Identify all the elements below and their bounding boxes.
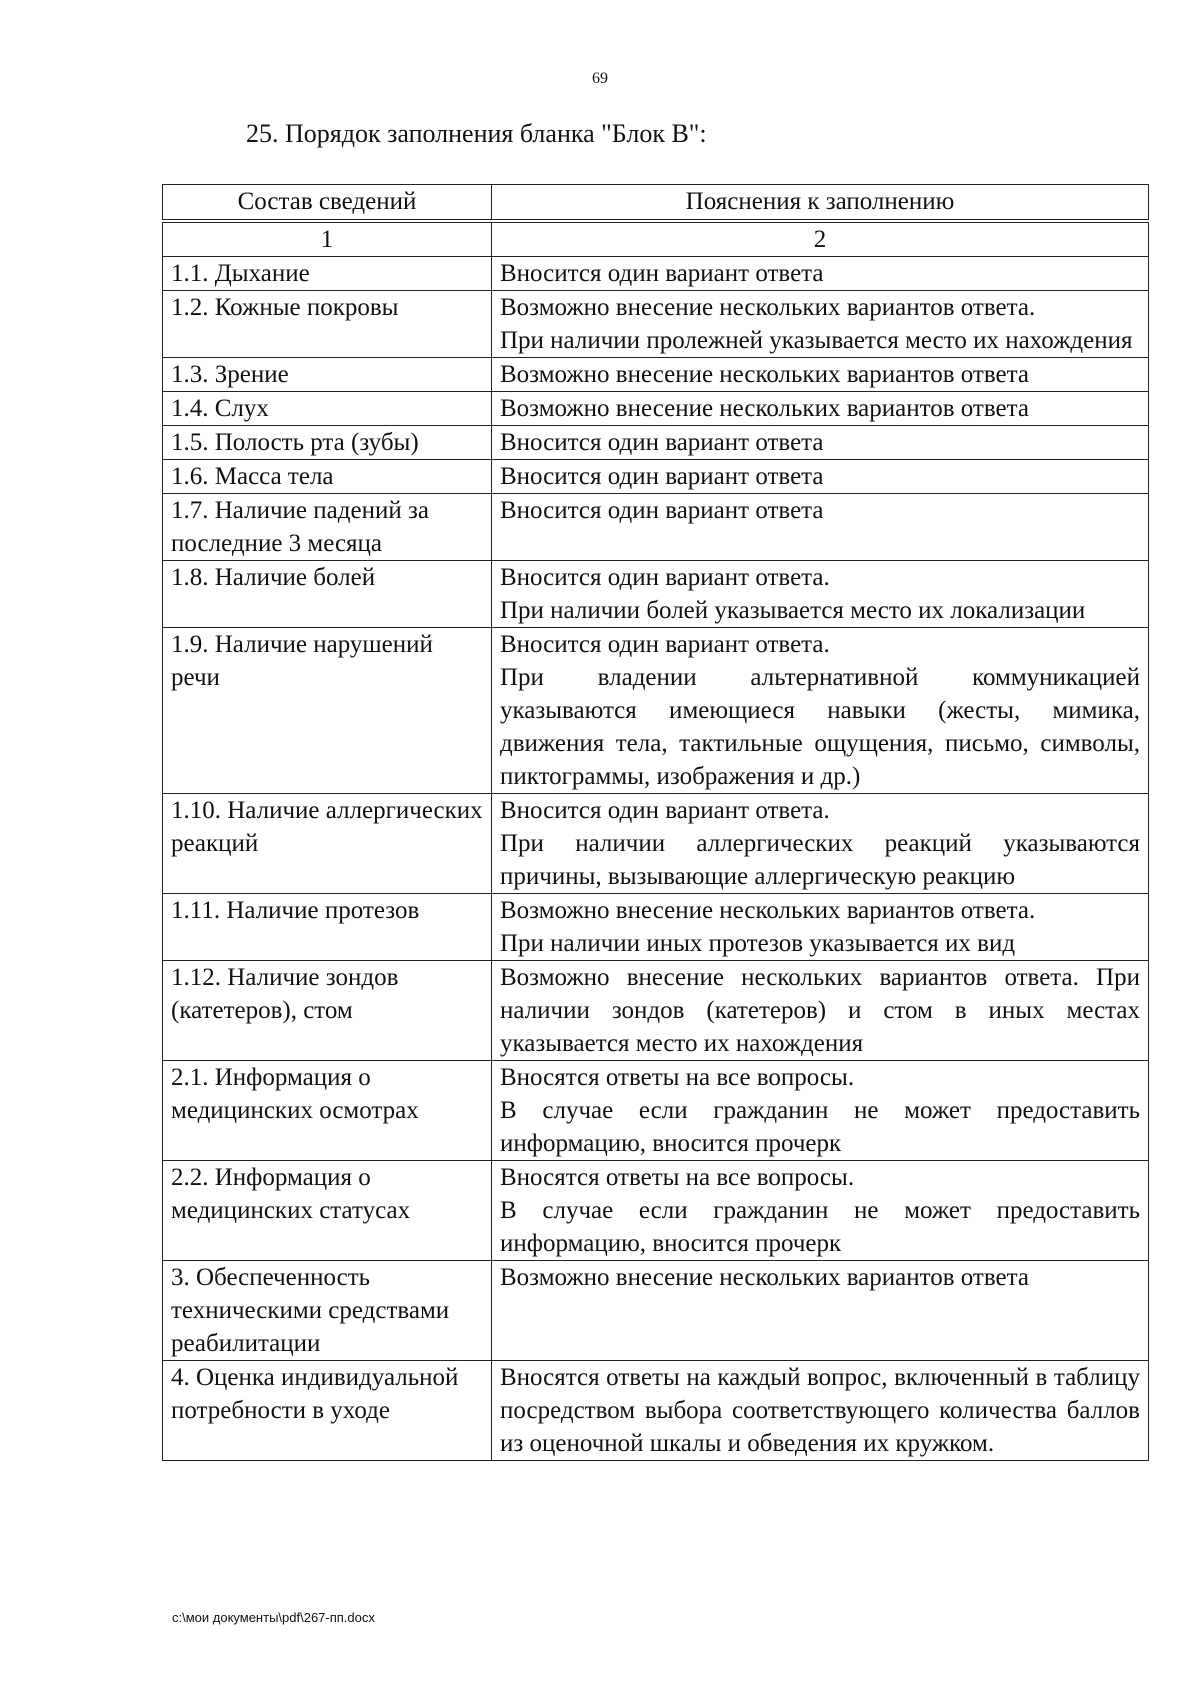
explanation-paragraph: Возможно внесение нескольких вариантов ответа.	[500, 897, 1036, 924]
file-path-footer: c:\мои документы\pdf\267-пп.docx	[172, 1610, 375, 1625]
explanation-cell	[492, 1061, 1149, 1161]
explanation-cell	[492, 1161, 1149, 1261]
column-number: 2	[492, 223, 1149, 257]
explanation-paragraph: Вносятся ответы на все вопросы.	[500, 1164, 855, 1191]
explanation-paragraph: Вносится один вариант ответа.	[500, 631, 830, 658]
explanation-paragraph: Вносится один вариант ответа	[500, 497, 824, 524]
explanation-cell	[492, 460, 1149, 494]
item-cell: 1.10. Наличие аллергических реакций	[163, 794, 492, 894]
item-cell: 1.9. Наличие нарушений речи	[163, 628, 492, 794]
explanation-paragraph: Возможно внесение нескольких вариантов ответа	[500, 1264, 1029, 1291]
explanation-cell	[492, 1361, 1149, 1461]
table-header	[162, 184, 1149, 220]
item-cell: 4. Оценка индивидуальной потребности в уходе	[163, 1361, 492, 1461]
explanation-cell	[492, 628, 1149, 794]
item-cell: 1.7. Наличие падений за последние 3 месяца	[163, 494, 492, 561]
explanation-cell	[492, 794, 1149, 894]
explanation-cell	[492, 494, 1149, 561]
item-cell: 1.2. Кожные покровы	[163, 291, 492, 358]
page-number: 69	[592, 70, 608, 87]
explanation-cell	[492, 392, 1149, 426]
explanation-paragraph: Возможно внесение нескольких вариантов ответа	[500, 395, 1029, 422]
explanation-paragraph: При владении альтернативной коммуникацией указываются имеющиеся навыки (жесты, мимика, движения тела, тактильные ощущения, письмо, символы, пиктограммы, изображения и др.)	[500, 664, 1140, 790]
item-cell: 1.11. Наличие протезов	[163, 894, 492, 961]
explanation-cell	[492, 961, 1149, 1061]
explanation-paragraph: При наличии аллергических реакций указываются причины, вызывающие аллергическую реакцию	[500, 830, 1140, 890]
item-cell: 1.1. Дыхание	[163, 257, 492, 291]
item-cell: 1.8. Наличие болей	[163, 561, 492, 628]
table-row	[163, 257, 1149, 291]
column-number: 1	[163, 223, 492, 257]
explanation-paragraph: При наличии пролежней указывается место их нахождения	[500, 327, 1133, 354]
explanation-cell	[492, 1261, 1149, 1361]
explanation-paragraph: Вносится один вариант ответа.	[500, 564, 830, 591]
explanation-paragraph: Возможно внесение нескольких вариантов ответа. При наличии зондов (катетеров) и стом в иных местах указывается место их нахождения	[500, 964, 1140, 1057]
item-cell: 1.3. Зрение	[163, 358, 492, 392]
explanation-cell	[492, 426, 1149, 460]
table-row	[163, 894, 1149, 961]
section-heading: 25. Порядок заполнения бланка "Блок В":	[246, 119, 707, 148]
item-cell: 1.5. Полость рта (зубы)	[163, 426, 492, 460]
table-row	[163, 494, 1149, 561]
explanation-paragraph: Возможно внесение нескольких вариантов ответа	[500, 361, 1029, 388]
header-composition: Состав сведений	[163, 185, 492, 220]
item-cell: 3. Обеспеченность техническими средствами реабилитации	[163, 1261, 492, 1361]
item-cell: 1.12. Наличие зондов (катетеров), стом	[163, 961, 492, 1061]
table-row	[163, 1061, 1149, 1161]
explanation-paragraph: При наличии болей указывается место их локализации	[500, 597, 1086, 624]
table-row	[163, 961, 1149, 1061]
explanation-paragraph: Вносится один вариант ответа	[500, 429, 824, 456]
explanation-cell	[492, 561, 1149, 628]
explanation-paragraph: При наличии иных протезов указывается их вид	[500, 930, 1016, 957]
explanation-cell	[492, 894, 1149, 961]
table-row	[163, 561, 1149, 628]
explanation-paragraph: Вносится один вариант ответа	[500, 463, 824, 490]
explanation-paragraph: Вносятся ответы на каждый вопрос, включенный в таблицу посредством выбора соответствующего количества баллов из оценочной шкалы и обведения их кружком.	[500, 1364, 1140, 1457]
table-row	[163, 392, 1149, 426]
explanation-paragraph: В случае если гражданин не может предоставить информацию, вносится прочерк	[500, 1197, 1140, 1257]
table-row	[163, 1161, 1149, 1261]
explanation-paragraph: Возможно внесение нескольких вариантов ответа.	[500, 294, 1036, 321]
explanation-paragraph: В случае если гражданин не может предоставить информацию, вносится прочерк	[500, 1097, 1140, 1157]
explanation-cell	[492, 291, 1149, 358]
column-number-row	[163, 223, 1149, 257]
item-cell: 2.2. Информация о медицинских статусах	[163, 1161, 492, 1261]
table-row	[163, 628, 1149, 794]
explanation-cell	[492, 257, 1149, 291]
table-row	[163, 358, 1149, 392]
explanation-paragraph: Вносится один вариант ответа.	[500, 797, 830, 824]
table-row	[163, 426, 1149, 460]
explanation-paragraph: Вносится один вариант ответа	[500, 260, 824, 287]
instructions-table	[162, 222, 1149, 1461]
table-row	[163, 291, 1149, 358]
item-cell: 1.4. Слух	[163, 392, 492, 426]
explanation-cell	[492, 358, 1149, 392]
item-cell: 1.6. Масса тела	[163, 460, 492, 494]
table-row	[163, 1361, 1149, 1461]
header-explanations: Пояснения к заполнению	[492, 185, 1149, 220]
item-cell: 2.1. Информация о медицинских осмотрах	[163, 1061, 492, 1161]
explanation-paragraph: Вносятся ответы на все вопросы.	[500, 1064, 855, 1091]
table-row	[163, 460, 1149, 494]
table-row	[163, 1261, 1149, 1361]
table-row	[163, 794, 1149, 894]
